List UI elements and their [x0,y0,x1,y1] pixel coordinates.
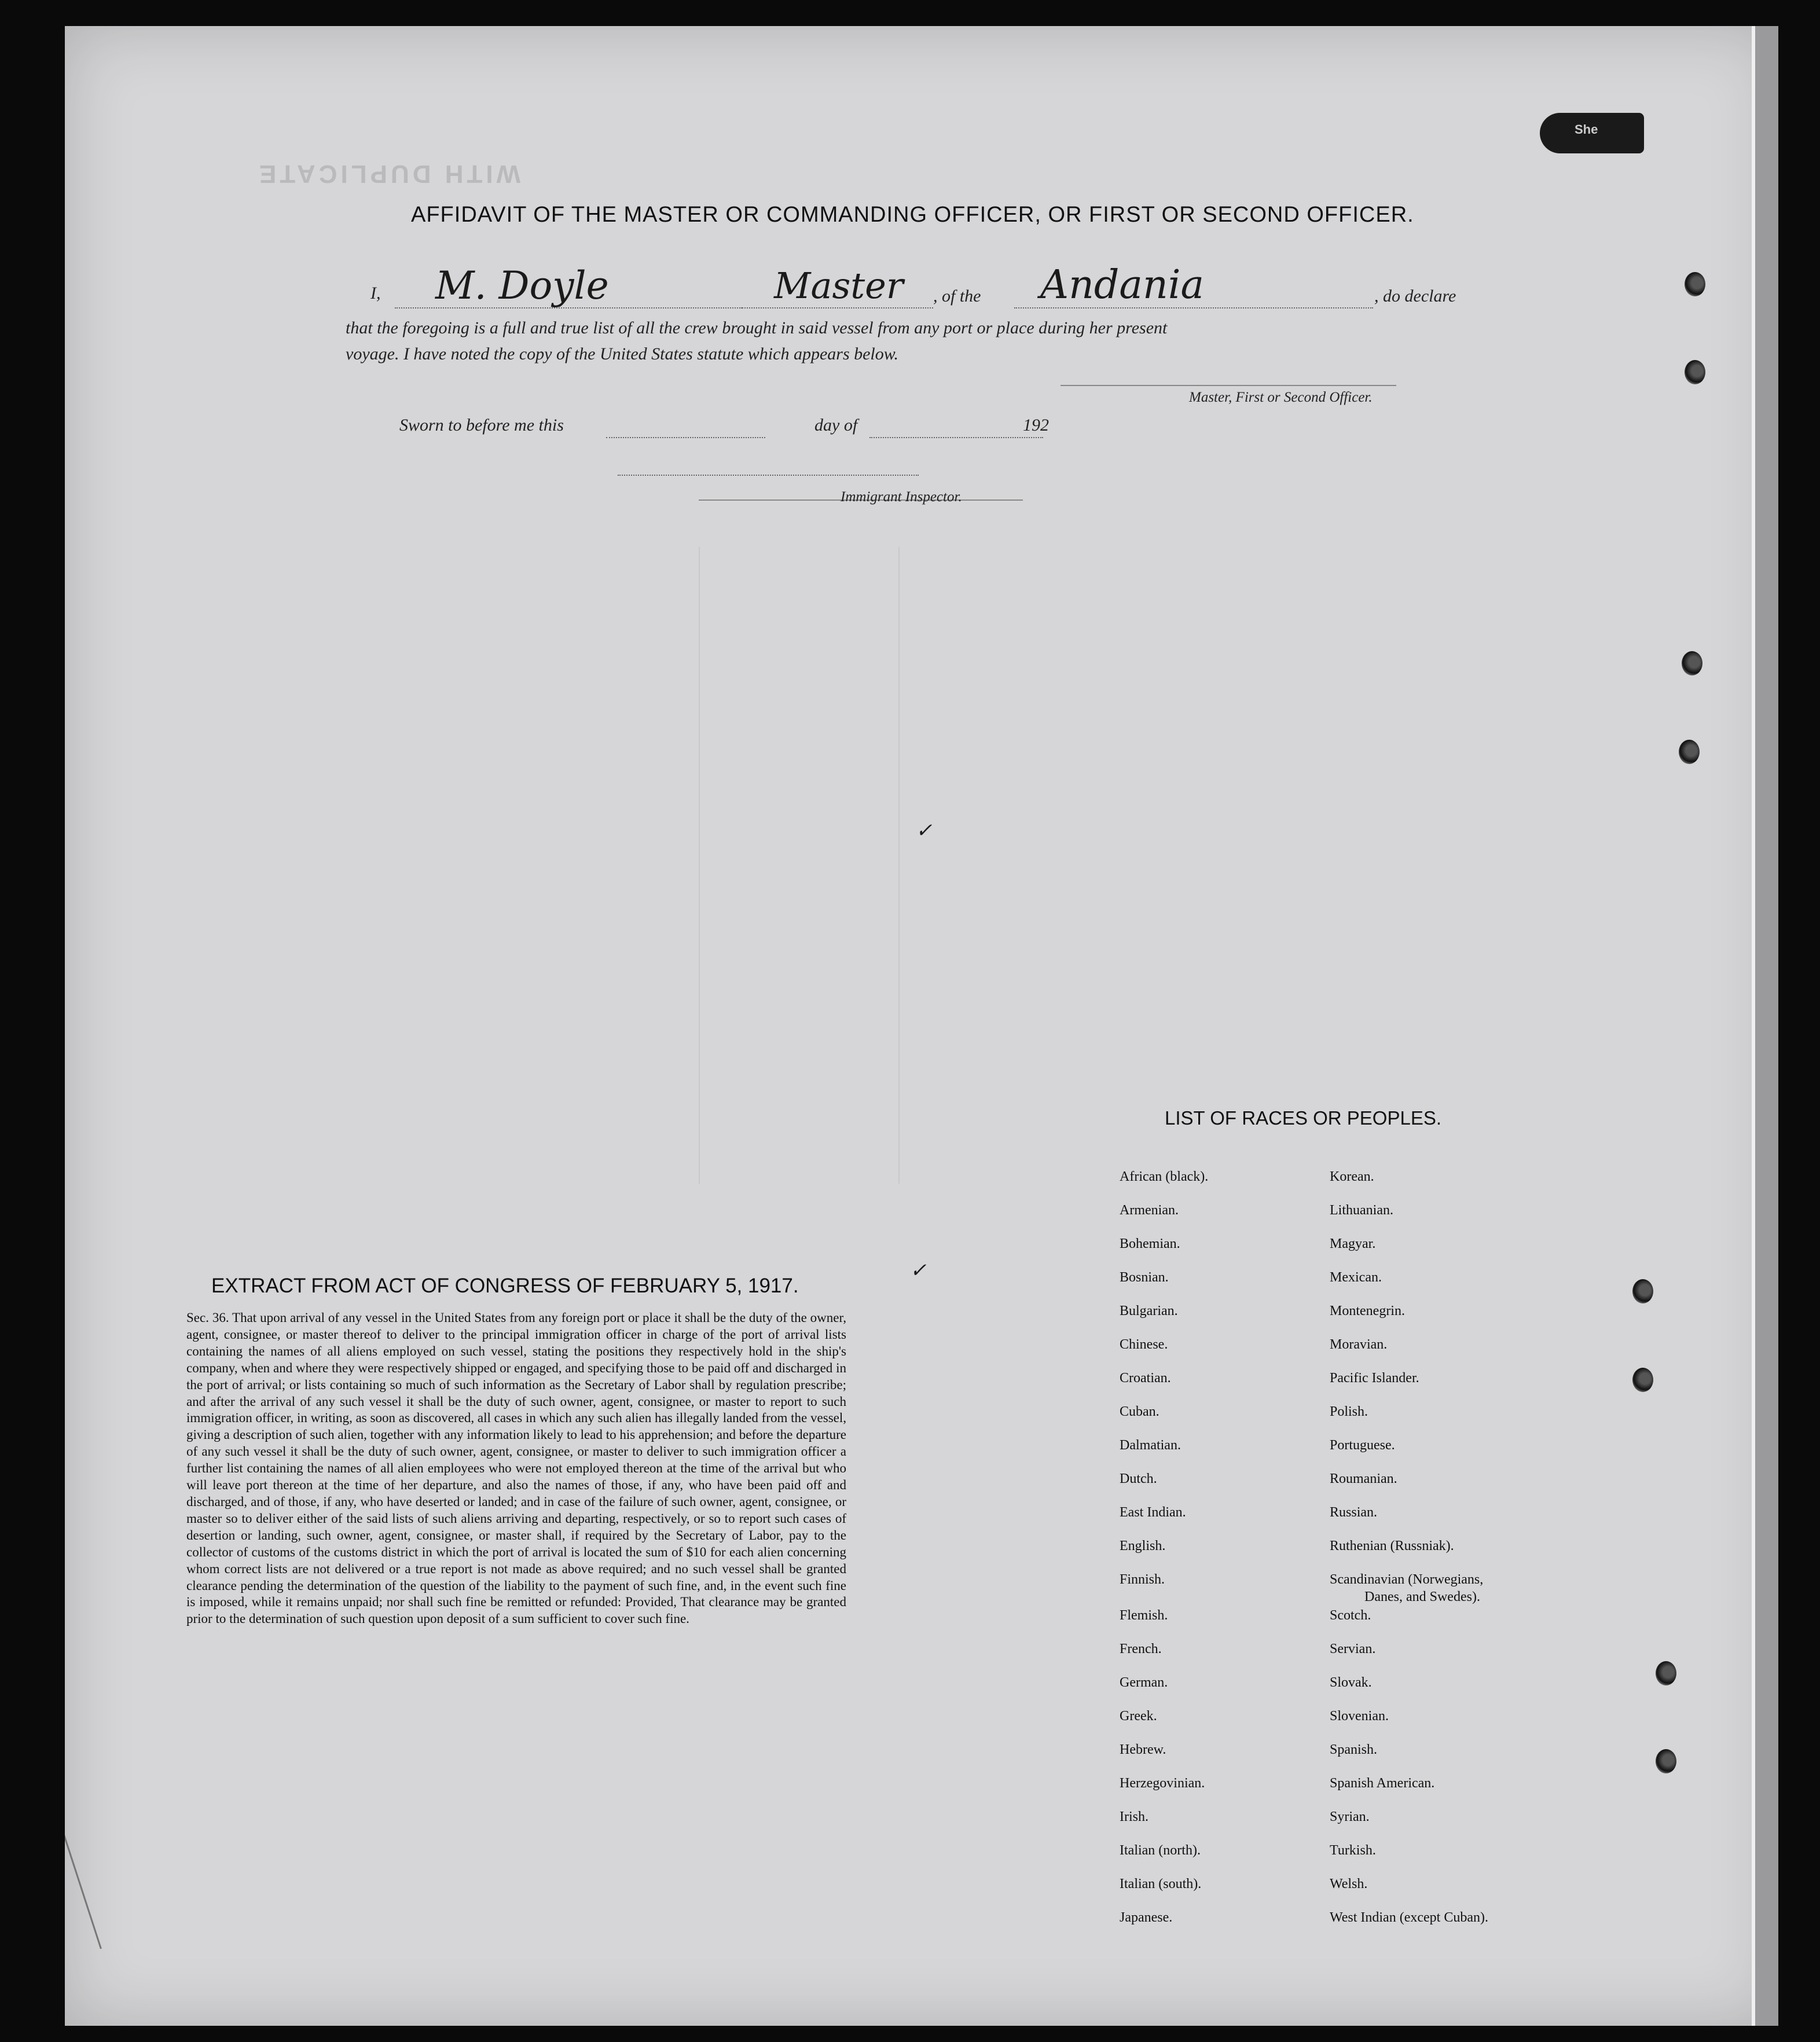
races-heading: LIST OF RACES OR PEOPLES. [1165,1107,1442,1129]
extract-body: Sec. 36. That upon arrival of any vessel in the United States from any foreign port or place it shall be the duty of the owner, agent, consignee, or master thereof to deliver to the principal immigration officer in charge of the port of arrival lists containing the names of all aliens employed on such vessel, stating the positions they respectively hold in the ship's company, when and where they were respectively shipped or engaged, and specifying those to be paid off and discharged in the port of arrival; or lists containing so much of such information as the Secretary of Labor shall by regulation prescribe; and after the arrival of any such vessel it shall be the duty of such owner, agent, consignee, or master to report to such immigration officer, in writing, as soon as discovered, all cases in which any such alien has illegally landed from the vessel, giving a description of such alien, together with any information likely to lead to his apprehension; and before the departure of any such vessel it shall be the duty of such owner, agent, consignee, or master to deliver to such immigration officer a further list containing the names of all alien employees who were not employed thereon at the time of the arrival but who will leave port thereon at the time of her departure, and also the names of those, if any, who have been paid off and discharged, and of those, if any, who have deserted or landed; and in case of the failure of such owner, agent, consignee, or master so to deliver either of the said lists of such aliens arriving and departing, respectively, or so to report such cases of desertion or landing, such owner, agent, consignee, or master shall, if required by the Secretary of Labor, pay to the collector of customs of the customs district in which the port of arrival is located the sum of $10 for each alien concerning whom correct lists are not delivered or a true report is not made as above required; and no such vessel shall be granted clearance pending the determination of the question of the liability to the payment of such fine, and, in the event such fine is imposed, while it remains unpaid; nor shall such fine be remitted or refunded: Provided, That clearance may be granted prior to the determination of such question upon deposit of a sum sufficient to cover such fine. [186,1310,846,1626]
race-item: Bulgarian. [1120,1303,1178,1319]
day-of-text: day of [814,416,858,435]
race-item: Servian. [1330,1641,1376,1657]
race-item: Italian (south). [1120,1876,1202,1892]
binder-hole [1656,1661,1676,1685]
race-item: Armenian. [1120,1203,1179,1218]
faint-rule [699,547,700,1184]
race-item: Scandinavian (Norwegians, [1330,1572,1484,1587]
race-item: Flemish. [1120,1608,1168,1623]
race-item: Chinese. [1120,1337,1168,1352]
binder-hole [1685,272,1705,296]
binder-hole [1656,1749,1676,1773]
inspector-line-1 [618,475,919,476]
race-item: Mexican. [1330,1270,1382,1285]
tab-label: She [1575,122,1598,137]
race-item: Magyar. [1330,1236,1376,1251]
race-item: African (black). [1120,1169,1209,1184]
race-item: Turkish. [1330,1843,1376,1858]
index-tab [1540,113,1644,153]
title-line [742,307,933,308]
pencil-mark: ✓ [916,819,933,842]
race-item: West Indian (except Cuban). [1330,1910,1488,1925]
race-item: Danes, and Swedes). [1364,1589,1480,1604]
race-item: Russian. [1330,1505,1378,1520]
race-item: Slovak. [1330,1675,1372,1690]
of-the-text: , of the [933,287,981,306]
do-declare-text: , do declare [1374,287,1456,306]
race-item: Polish. [1330,1404,1368,1419]
sworn-month-line [869,437,1043,438]
bleed-through-text: WITH DUPLICATE [256,160,521,188]
race-item: Portuguese. [1330,1438,1395,1453]
race-item: Syrian. [1330,1809,1370,1824]
sworn-day-line [606,437,765,438]
page-edge [1755,26,1778,2026]
race-item: Spanish. [1330,1742,1378,1757]
binder-hole [1682,651,1702,675]
document-page [65,26,1778,2026]
page-edge-highlight [1752,26,1755,2026]
vessel-name-handwritten: Andania [1040,262,1205,308]
affidavit-line2: that the foregoing is a full and true list of all the crew brought in said vessel from any port or place during her present [346,318,1168,337]
faint-rule [898,547,900,1184]
binder-hole [1679,740,1700,764]
race-item: Spanish American. [1330,1776,1435,1791]
race-item: Finnish. [1120,1572,1165,1587]
signature-caption: Master, First or Second Officer. [1189,390,1373,405]
affidavit-i: I, [370,284,381,303]
race-item: Roumanian. [1330,1471,1397,1486]
signature-line [1061,385,1396,386]
race-item: English. [1120,1538,1166,1553]
race-item: German. [1120,1675,1168,1690]
race-item: Scotch. [1330,1608,1371,1623]
pencil-mark: ✓ [910,1259,927,1282]
race-item: Dalmatian. [1120,1438,1181,1453]
race-item: East Indian. [1120,1505,1186,1520]
year-prefix: 192 [1023,416,1049,435]
race-item: Dutch. [1120,1471,1157,1486]
binder-hole [1632,1368,1653,1392]
inspector-caption: Immigrant Inspector. [841,489,962,505]
race-item: Greek. [1120,1709,1157,1724]
binder-hole [1632,1279,1653,1303]
affidavit-heading: AFFIDAVIT OF THE MASTER OR COMMANDING OFFICER, OR FIRST OR SECOND OFFICER. [411,203,1414,227]
race-item: Hebrew. [1120,1742,1166,1757]
extract-heading: EXTRACT FROM ACT OF CONGRESS OF FEBRUARY 5, 1917. [211,1275,799,1297]
race-item: Bosnian. [1120,1270,1169,1285]
race-item: Slovenian. [1330,1709,1389,1724]
binder-hole [1685,360,1705,384]
race-item: Ruthenian (Russniak). [1330,1538,1454,1553]
race-item: Welsh. [1330,1876,1368,1892]
race-item: Croatian. [1120,1371,1171,1386]
sworn-text: Sworn to before me this [399,416,564,435]
races-right-column [1330,1169,1488,1944]
race-item: French. [1120,1641,1162,1657]
race-item: Herzegovinian. [1120,1776,1205,1791]
race-item: Moravian. [1330,1337,1388,1352]
race-item: Japanese. [1120,1910,1173,1925]
race-item: Lithuanian. [1330,1203,1393,1218]
races-left-column [1120,1169,1208,1944]
race-item: Italian (north). [1120,1843,1201,1858]
race-item: Cuban. [1120,1404,1159,1419]
race-item: Bohemian. [1120,1236,1180,1251]
race-item: Pacific Islander. [1330,1371,1419,1386]
race-item: Irish. [1120,1809,1148,1824]
pencil-stroke [65,1767,102,1949]
race-item: Korean. [1330,1169,1374,1184]
affidavit-line3: voyage. I have noted the copy of the United States statute which appears below. [346,344,899,363]
race-item: Montenegrin. [1330,1303,1405,1319]
master-name-handwritten: M. Doyle [435,263,609,308]
master-title-handwritten: Master [774,265,904,307]
